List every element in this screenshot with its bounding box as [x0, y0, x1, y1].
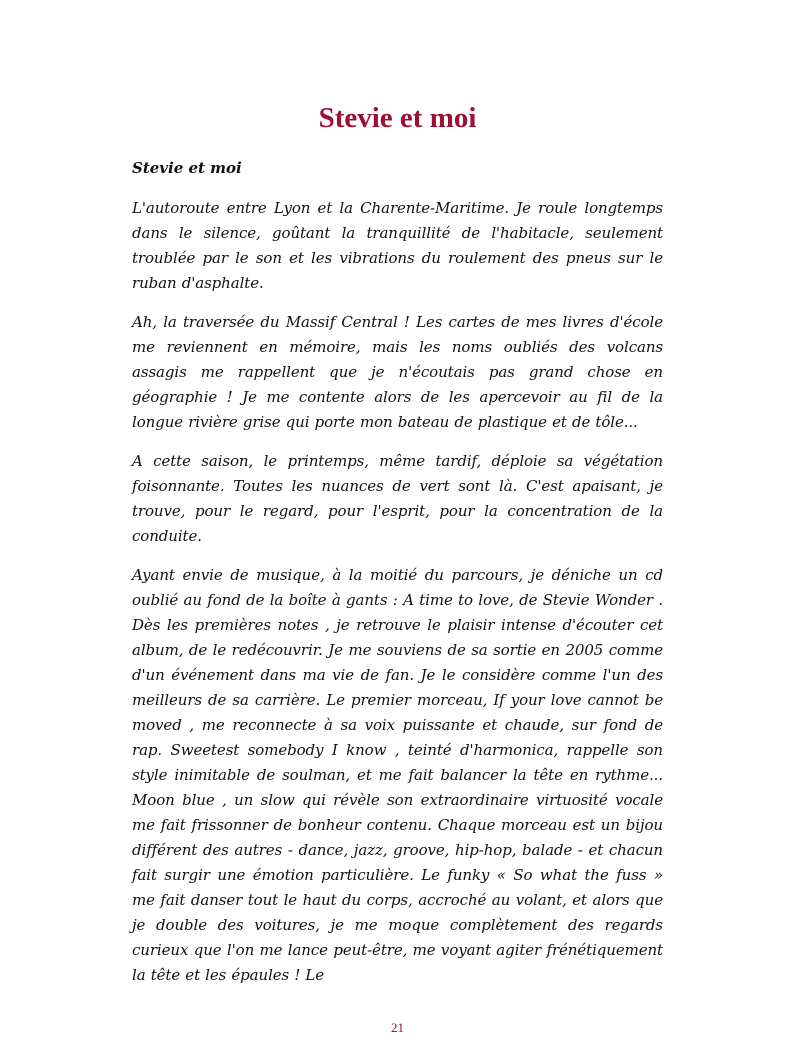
paragraph-2: Ah, la traversée du Massif Central ! Les cartes de mes livres d'école me reviennent en mémoire, mais les noms oubliés des volcans assagis me rappellent que je n'écoutais pas grand chose en géographie ! Je me contente alors de les apercevoir au fil de la longue rivière grise qui porte mon bateau de plastique et de tôle... [132, 313, 663, 431]
chapter-subtitle: Stevie et moi [132, 159, 242, 177]
paragraph-4: Ayant envie de musique, à la moitié du parcours, je déniche un cd oublié au fond de la boîte à gants : A time to love, de Stevie Wonder . Dès les premières notes , je retrouve le plaisir intense d'écouter cet album, de le redécouvrir. Je me souviens de sa sortie en 2005 comme d'un événement dans ma vie de fan. Je le considère comme l'un des meilleurs de sa carrière. Le premier morceau, If your love cannot be moved , me reconnecte à sa voix puissante et chaude, sur fond de rap. Sweetest somebody I know , teinté d'harmonica, rappelle son style inimitable de soulman, et me fait balancer la tête en rythme... Moon blue , un slow qui révèle son extraordinaire virtuosité vocale me fait frissonner de bonheur contenu. Chaque morceau est un bijou différent des autres - dance, jazz, groove, hip-hop, balade - et chacun fait surgir une émotion particulière. Le funky « So what the fuss » me fait danser tout le haut du corps, accroché au volant, et alors que je double des voitures, je me moque complètement des regards curieux que l'on me lance peut-être, me voyant agiter frénétiquement la tête et les épaules ! Le [132, 566, 663, 984]
paragraph-1: L'autoroute entre Lyon et la Charente-Maritime. Je roule longtemps dans le silence, goûtant la tranquillité de l'habitacle, seulement troublée par le son et les vibrations du roulement des pneus sur le ruban d'asphalte. [132, 199, 663, 292]
paragraph-3: A cette saison, le printemps, même tardif, déploie sa végétation foisonnante. Toutes les nuances de vert sont là. C'est apaisant, je trouve, pour le regard, pour l'esprit, pour la concentration de la conduite. [132, 452, 663, 545]
page-number: 21 [391, 1020, 404, 1035]
document-body [132, 156, 663, 1002]
page-title: Stevie et moi [318, 102, 477, 134]
